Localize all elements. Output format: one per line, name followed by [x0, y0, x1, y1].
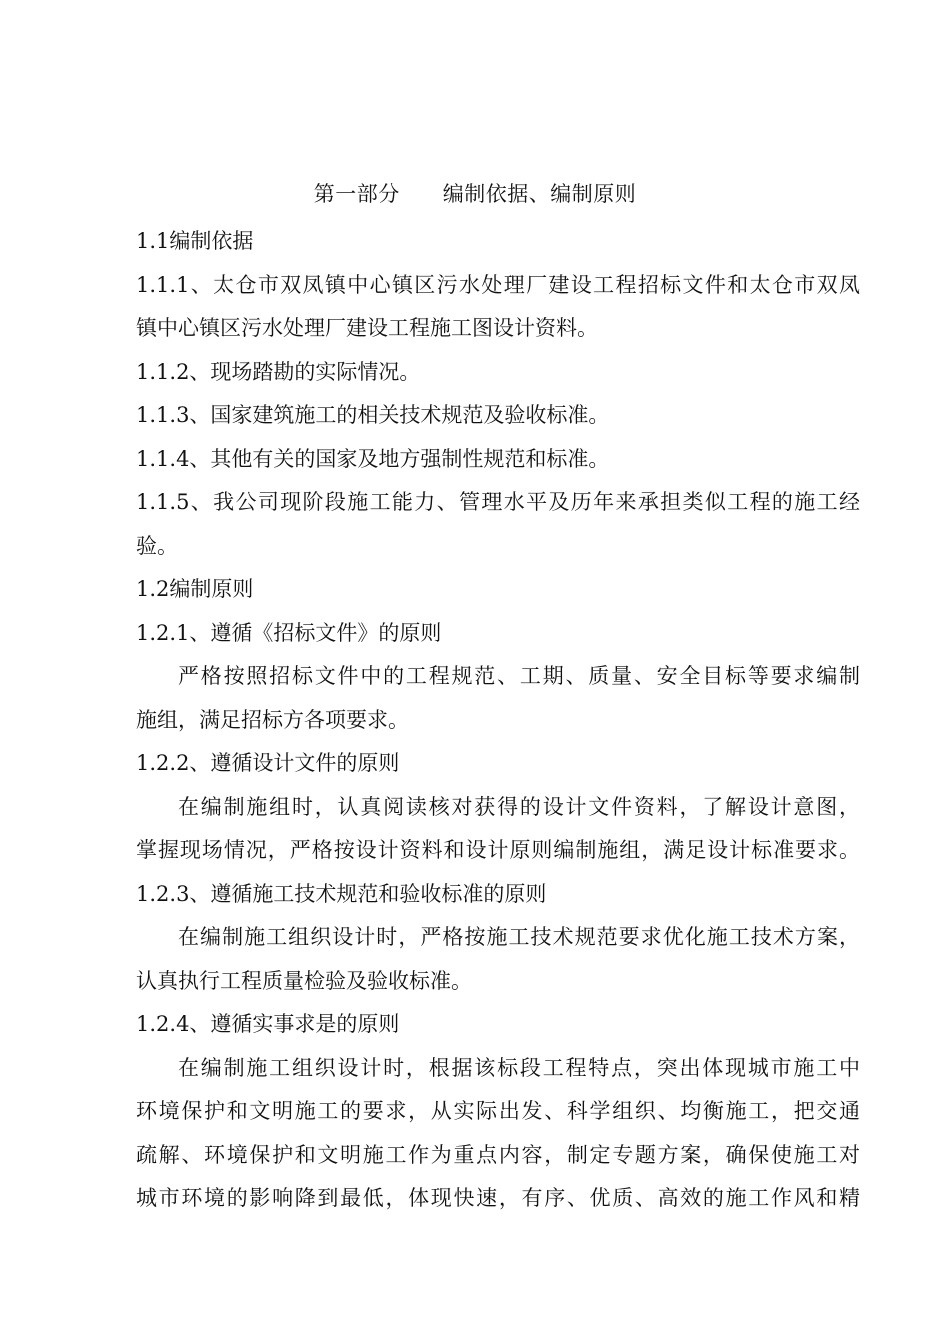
- paragraph-line: 验。: [136, 533, 178, 558]
- paragraph-line: 1.1.2、现场踏勘的实际情况。: [136, 359, 421, 384]
- heading-1-2: 1.2编制原则: [136, 577, 254, 601]
- subheading: 1.2.2、遵循设计文件的原则: [136, 751, 400, 775]
- paragraph-line: 1.1.1、太仓市双凤镇中心镇区污水处理厂建设工程招标文件和太仓市双凤: [136, 272, 860, 297]
- paragraph-line: 施组，满足招标方各项要求。: [136, 707, 409, 732]
- subheading: 1.2.1、遵循《招标文件》的原则: [136, 620, 442, 645]
- paragraph-line: 环境保护和文明施工的要求，从实际出发、科学组织、均衡施工，把交通: [136, 1099, 860, 1123]
- paragraph-line: 1.1.3、国家建筑施工的相关技术规范及验收标准。: [136, 403, 610, 427]
- paragraph-line: 掌握现场情况，严格按设计资料和设计原则编制施组，满足设计标准要求。: [136, 838, 860, 862]
- paragraph-line: 疏解、环境保护和文明施工作为重点内容，制定专题方案，确保使施工对: [136, 1142, 860, 1167]
- paragraph-line: 在编制施工组织设计时，严格按施工技术规范要求优化施工技术方案，: [178, 925, 860, 949]
- paragraph-line: 1.1.4、其他有关的国家及地方强制性规范和标准。: [136, 446, 610, 471]
- subheading: 1.2.3、遵循施工技术规范和验收标准的原则: [136, 881, 547, 906]
- paragraph-line: 在编制施工组织设计时，根据该标段工程特点，突出体现城市施工中: [178, 1055, 860, 1080]
- heading-1-1: 1.1编制依据: [136, 229, 254, 253]
- paragraph-line: 在编制施组时，认真阅读核对获得的设计文件资料，了解设计意图，: [178, 794, 860, 819]
- document-body: [136, 220, 860, 1221]
- paragraph-line: 城市环境的影响降到最低，体现快速，有序、优质、高效的施工作风和精: [136, 1186, 860, 1210]
- paragraph-line: 1.1.5、我公司现阶段施工能力、管理水平及历年来承担类似工程的施工经: [136, 490, 860, 514]
- section-title: 第一部分 编制依据、编制原则: [313, 182, 637, 206]
- paragraph-line: 镇中心镇区污水处理厂建设工程施工图设计资料。: [136, 316, 598, 340]
- paragraph-line: 严格按照招标文件中的工程规范、工期、质量、安全目标等要求编制: [178, 664, 860, 688]
- subheading: 1.2.4、遵循实事求是的原则: [136, 1012, 400, 1036]
- paragraph-line: 认真执行工程质量检验及验收标准。: [136, 968, 472, 993]
